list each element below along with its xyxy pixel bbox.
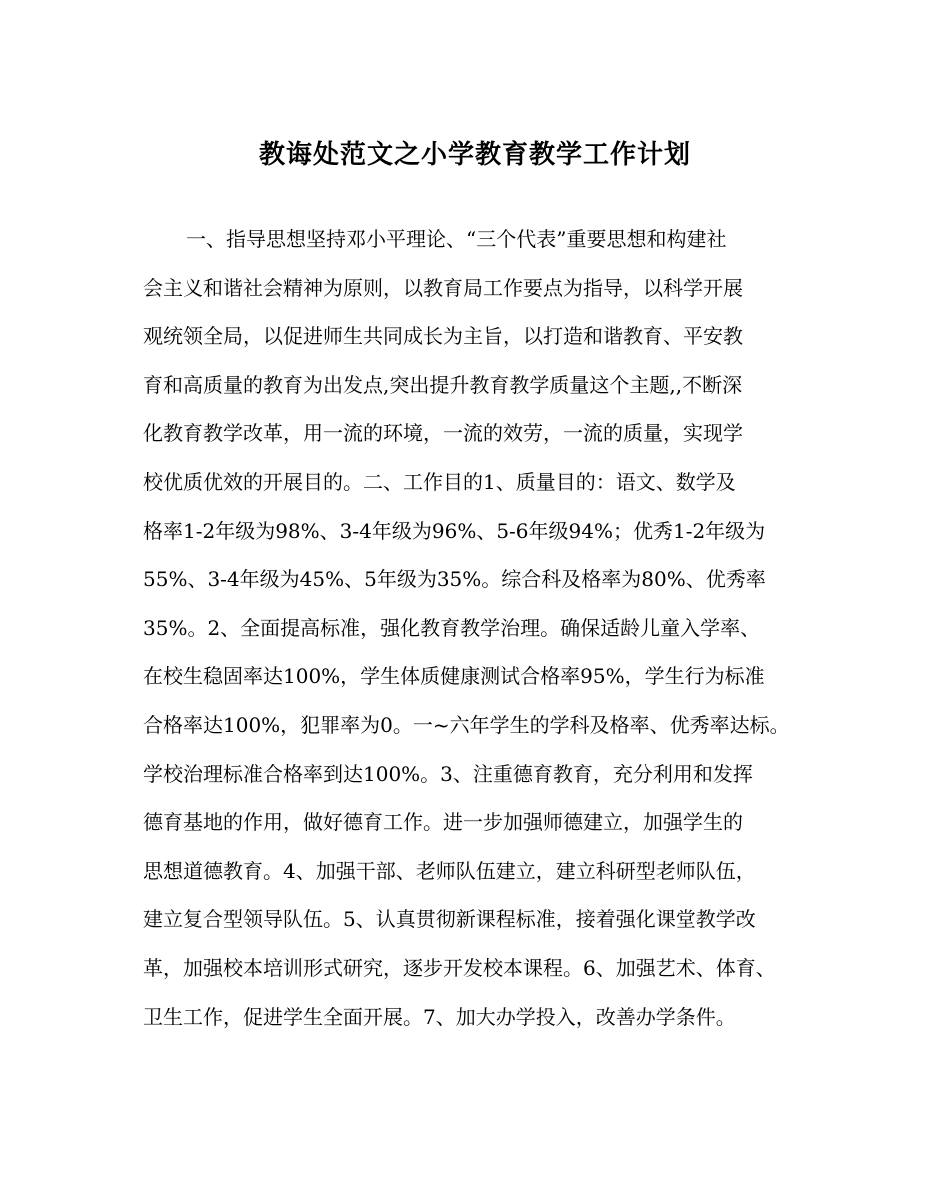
body-line: 化教育教学改革，用一流的环境，一流的效劳，一流的质量，实现学 [143, 421, 743, 446]
body-line: 育和高质量的教育为出发点,突出提升教育教学质量这个主题,,不断深 [143, 372, 743, 397]
body-line: 校优质优效的开展目的。二、工作目的1、质量目的：语文、数学及 [143, 469, 736, 494]
body-line: 会主义和谐社会精神为原则，以教育局工作要点为指导，以科学开展 [143, 275, 743, 300]
body-line: 格率1-2年级为98%、3-4年级为96%、5-6年级94%；优秀1-2年级为 [143, 518, 766, 543]
body-line: 德育基地的作用，做好德育工作。进一步加强师德建立，加强学生的 [143, 810, 743, 835]
body-line: 思想道德教育。4、加强干部、老师队伍建立，建立科研型老师队伍， [143, 858, 756, 883]
body-line: 合格率达100%，犯罪率为0。一~六年学生的学科及格率、优秀率达标。 [143, 712, 790, 737]
body-line: 卫生工作，促进学生全面开展。7、加大办学投入，改善办学条件。 [143, 1004, 736, 1029]
body-line: 在校生稳固率达100%，学生体质健康测试合格率95%，学生行为标准 [143, 664, 765, 689]
body-line: 建立复合型领导队伍。5、认真贯彻新课程标准，接着强化课堂教学改 [143, 907, 756, 932]
body-line: 55%、3-4年级为45%、5年级为35%。综合科及格率为80%、优秀率 [143, 567, 766, 592]
document-title: 教诲处范文之小学教育教学工作计划 [258, 140, 691, 170]
body-line: 一、指导思想坚持邓小平理论、“三个代表”重要思想和构建社 [186, 227, 727, 251]
body-line: 学校治理标准合格率到达100%。3、注重德育教育，充分利用和发挥 [143, 761, 753, 786]
body-line: 35%。2、全面提高标准，强化教育教学治理。确保适龄儿童入学率、 [143, 615, 761, 640]
body-line: 观统领全局，以促进师生共同成长为主旨，以打造和谐教育、平安教 [143, 324, 743, 349]
body-line: 革，加强校本培训形式研究，逐步开发校本课程。6、加强艺术、体育、 [143, 955, 776, 980]
document-body [143, 221, 843, 1047]
